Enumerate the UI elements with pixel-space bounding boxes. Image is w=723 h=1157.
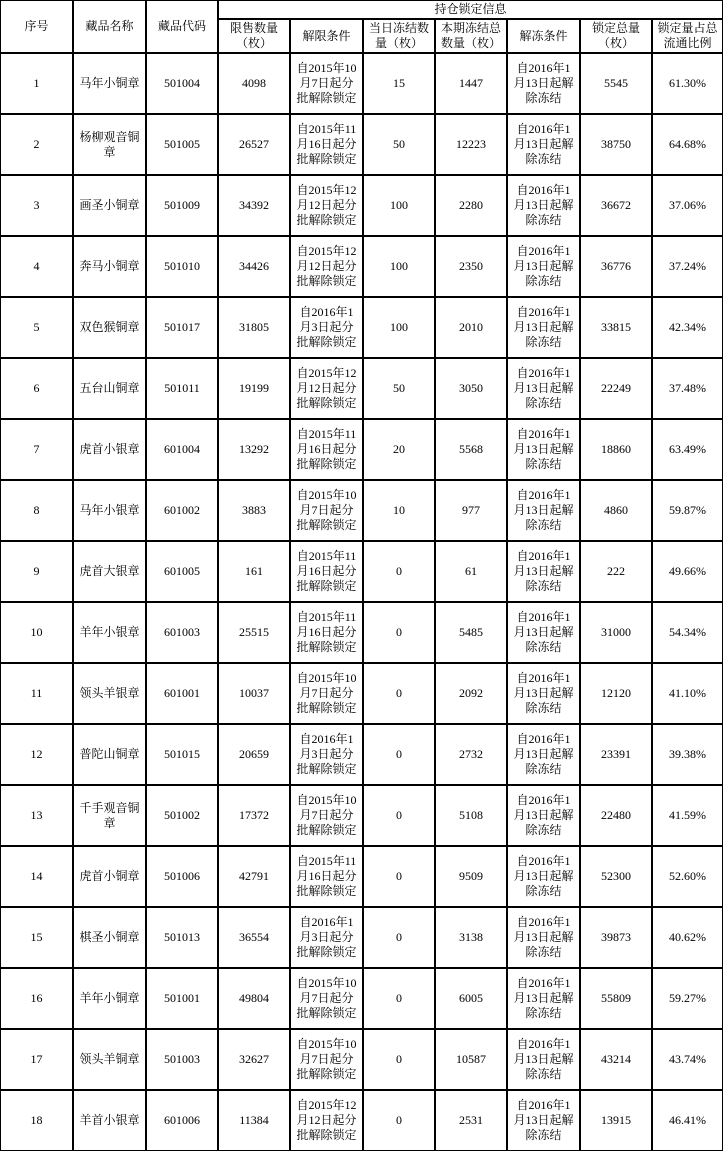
cell-name: 羊年小铜章 xyxy=(73,968,146,1029)
cell-name: 棋圣小铜章 xyxy=(73,907,146,968)
cell-period-frozen: 10587 xyxy=(435,1029,507,1090)
cell-seq: 14 xyxy=(0,846,73,907)
cell-lock-ratio: 46.41% xyxy=(652,1090,723,1151)
cell-period-frozen: 2010 xyxy=(435,297,507,358)
cell-name: 虎首大银章 xyxy=(73,541,146,602)
cell-day-frozen: 50 xyxy=(363,358,435,419)
cell-lock-total: 22249 xyxy=(580,358,652,419)
cell-unfreeze-cond: 自2016年1月13日起解除冻结 xyxy=(507,358,580,419)
cell-limit-qty: 25515 xyxy=(218,602,290,663)
cell-unfreeze-cond: 自2016年1月13日起解除冻结 xyxy=(507,236,580,297)
cell-limit-qty: 32627 xyxy=(218,1029,290,1090)
cell-unlock-cond: 自2016年1月3日起分批解除锁定 xyxy=(290,297,363,358)
cell-unfreeze-cond: 自2016年1月13日起解除冻结 xyxy=(507,53,580,114)
cell-period-frozen: 1447 xyxy=(435,53,507,114)
cell-unfreeze-cond: 自2016年1月13日起解除冻结 xyxy=(507,419,580,480)
cell-lock-ratio: 37.24% xyxy=(652,236,723,297)
cell-unfreeze-cond: 自2016年1月13日起解除冻结 xyxy=(507,724,580,785)
table-row xyxy=(0,480,723,541)
cell-limit-qty: 11384 xyxy=(218,1090,290,1151)
cell-unlock-cond: 自2015年12月12日起分批解除锁定 xyxy=(290,358,363,419)
cell-lock-ratio: 64.68% xyxy=(652,114,723,175)
col-header-limit-qty: 限售数量（枚） xyxy=(218,19,290,53)
cell-lock-ratio: 37.06% xyxy=(652,175,723,236)
cell-seq: 5 xyxy=(0,297,73,358)
cell-lock-total: 39873 xyxy=(580,907,652,968)
cell-unlock-cond: 自2015年10月7日起分批解除锁定 xyxy=(290,785,363,846)
cell-day-frozen: 0 xyxy=(363,663,435,724)
cell-code: 501010 xyxy=(146,236,218,297)
table-row xyxy=(0,968,723,1029)
cell-seq: 10 xyxy=(0,602,73,663)
cell-unfreeze-cond: 自2016年1月13日起解除冻结 xyxy=(507,1090,580,1151)
table-row xyxy=(0,236,723,297)
cell-lock-ratio: 41.10% xyxy=(652,663,723,724)
table-row xyxy=(0,419,723,480)
cell-day-frozen: 0 xyxy=(363,785,435,846)
cell-seq: 17 xyxy=(0,1029,73,1090)
cell-unlock-cond: 自2015年10月7日起分批解除锁定 xyxy=(290,968,363,1029)
cell-name: 领头羊铜章 xyxy=(73,1029,146,1090)
cell-period-frozen: 5485 xyxy=(435,602,507,663)
col-header-day-frozen: 当日冻结数量（枚） xyxy=(363,19,435,53)
cell-day-frozen: 100 xyxy=(363,175,435,236)
cell-lock-total: 36776 xyxy=(580,236,652,297)
cell-unlock-cond: 自2015年10月7日起分批解除锁定 xyxy=(290,480,363,541)
cell-unlock-cond: 自2015年11月16日起分批解除锁定 xyxy=(290,419,363,480)
col-header-lock-total: 锁定总量（枚） xyxy=(580,19,652,53)
cell-unfreeze-cond: 自2016年1月13日起解除冻结 xyxy=(507,480,580,541)
cell-day-frozen: 15 xyxy=(363,53,435,114)
table-row xyxy=(0,53,723,114)
table-row xyxy=(0,907,723,968)
cell-code: 501002 xyxy=(146,785,218,846)
cell-period-frozen: 3138 xyxy=(435,907,507,968)
cell-day-frozen: 0 xyxy=(363,1090,435,1151)
table-row xyxy=(0,175,723,236)
cell-name: 五台山铜章 xyxy=(73,358,146,419)
cell-period-frozen: 9509 xyxy=(435,846,507,907)
cell-lock-ratio: 42.34% xyxy=(652,297,723,358)
table-row xyxy=(0,1029,723,1090)
cell-lock-total: 33815 xyxy=(580,297,652,358)
cell-day-frozen: 0 xyxy=(363,1029,435,1090)
cell-lock-total: 4860 xyxy=(580,480,652,541)
cell-limit-qty: 49804 xyxy=(218,968,290,1029)
col-header-seq: 序号 xyxy=(0,0,73,53)
table-row xyxy=(0,785,723,846)
cell-seq: 8 xyxy=(0,480,73,541)
cell-seq: 15 xyxy=(0,907,73,968)
cell-lock-ratio: 61.30% xyxy=(652,53,723,114)
cell-period-frozen: 6005 xyxy=(435,968,507,1029)
cell-seq: 13 xyxy=(0,785,73,846)
cell-period-frozen: 2280 xyxy=(435,175,507,236)
cell-seq: 6 xyxy=(0,358,73,419)
cell-limit-qty: 42791 xyxy=(218,846,290,907)
cell-day-frozen: 50 xyxy=(363,114,435,175)
cell-unfreeze-cond: 自2016年1月13日起解除冻结 xyxy=(507,602,580,663)
cell-lock-ratio: 41.59% xyxy=(652,785,723,846)
cell-limit-qty: 20659 xyxy=(218,724,290,785)
cell-code: 601003 xyxy=(146,602,218,663)
table-row xyxy=(0,541,723,602)
cell-lock-ratio: 63.49% xyxy=(652,419,723,480)
cell-period-frozen: 2092 xyxy=(435,663,507,724)
cell-code: 601004 xyxy=(146,419,218,480)
table-row xyxy=(0,602,723,663)
cell-unfreeze-cond: 自2016年1月13日起解除冻结 xyxy=(507,297,580,358)
cell-limit-qty: 34426 xyxy=(218,236,290,297)
table-row xyxy=(0,1090,723,1151)
cell-limit-qty: 13292 xyxy=(218,419,290,480)
cell-period-frozen: 2350 xyxy=(435,236,507,297)
table-row xyxy=(0,114,723,175)
cell-lock-ratio: 52.60% xyxy=(652,846,723,907)
cell-code: 501003 xyxy=(146,1029,218,1090)
cell-name: 马年小银章 xyxy=(73,480,146,541)
cell-code: 501009 xyxy=(146,175,218,236)
table-body xyxy=(0,53,723,1151)
table-row xyxy=(0,663,723,724)
cell-seq: 1 xyxy=(0,53,73,114)
cell-unfreeze-cond: 自2016年1月13日起解除冻结 xyxy=(507,1029,580,1090)
col-header-code: 藏品代码 xyxy=(146,0,218,53)
col-header-unfreeze-cond: 解冻条件 xyxy=(507,19,580,53)
cell-period-frozen: 2531 xyxy=(435,1090,507,1151)
cell-day-frozen: 100 xyxy=(363,297,435,358)
cell-lock-ratio: 59.87% xyxy=(652,480,723,541)
cell-limit-qty: 31805 xyxy=(218,297,290,358)
cell-seq: 16 xyxy=(0,968,73,1029)
cell-period-frozen: 977 xyxy=(435,480,507,541)
cell-day-frozen: 0 xyxy=(363,968,435,1029)
table-row xyxy=(0,297,723,358)
cell-name: 普陀山铜章 xyxy=(73,724,146,785)
cell-unlock-cond: 自2015年11月16日起分批解除锁定 xyxy=(290,541,363,602)
cell-code: 501013 xyxy=(146,907,218,968)
cell-limit-qty: 4098 xyxy=(218,53,290,114)
cell-day-frozen: 100 xyxy=(363,236,435,297)
cell-limit-qty: 34392 xyxy=(218,175,290,236)
cell-name: 双色猴铜章 xyxy=(73,297,146,358)
cell-lock-total: 31000 xyxy=(580,602,652,663)
cell-code: 601001 xyxy=(146,663,218,724)
cell-name: 虎首小银章 xyxy=(73,419,146,480)
cell-lock-ratio: 37.48% xyxy=(652,358,723,419)
cell-code: 501017 xyxy=(146,297,218,358)
cell-seq: 2 xyxy=(0,114,73,175)
cell-unfreeze-cond: 自2016年1月13日起解除冻结 xyxy=(507,785,580,846)
cell-day-frozen: 20 xyxy=(363,419,435,480)
col-header-name: 藏品名称 xyxy=(73,0,146,53)
cell-unlock-cond: 自2015年11月16日起分批解除锁定 xyxy=(290,602,363,663)
cell-name: 羊年小银章 xyxy=(73,602,146,663)
cell-lock-total: 22480 xyxy=(580,785,652,846)
cell-lock-total: 13915 xyxy=(580,1090,652,1151)
col-header-lock-ratio: 锁定量占总流通比例 xyxy=(652,19,723,53)
cell-day-frozen: 0 xyxy=(363,602,435,663)
cell-unfreeze-cond: 自2016年1月13日起解除冻结 xyxy=(507,968,580,1029)
cell-lock-ratio: 49.66% xyxy=(652,541,723,602)
cell-lock-total: 36672 xyxy=(580,175,652,236)
cell-name: 奔马小铜章 xyxy=(73,236,146,297)
cell-unlock-cond: 自2015年10月7日起分批解除锁定 xyxy=(290,53,363,114)
cell-unfreeze-cond: 自2016年1月13日起解除冻结 xyxy=(507,907,580,968)
cell-unlock-cond: 自2015年12月12日起分批解除锁定 xyxy=(290,175,363,236)
cell-day-frozen: 0 xyxy=(363,907,435,968)
cell-lock-total: 12120 xyxy=(580,663,652,724)
cell-unlock-cond: 自2015年12月12日起分批解除锁定 xyxy=(290,236,363,297)
cell-code: 501001 xyxy=(146,968,218,1029)
cell-limit-qty: 17372 xyxy=(218,785,290,846)
cell-period-frozen: 12223 xyxy=(435,114,507,175)
cell-lock-ratio: 43.74% xyxy=(652,1029,723,1090)
cell-name: 领头羊银章 xyxy=(73,663,146,724)
cell-unlock-cond: 自2016年1月3日起分批解除锁定 xyxy=(290,724,363,785)
cell-seq: 9 xyxy=(0,541,73,602)
cell-lock-ratio: 59.27% xyxy=(652,968,723,1029)
cell-limit-qty: 3883 xyxy=(218,480,290,541)
cell-name: 虎首小铜章 xyxy=(73,846,146,907)
cell-code: 601006 xyxy=(146,1090,218,1151)
cell-unlock-cond: 自2015年10月7日起分批解除锁定 xyxy=(290,1029,363,1090)
cell-code: 501005 xyxy=(146,114,218,175)
cell-code: 501011 xyxy=(146,358,218,419)
col-header-unlock-cond: 解限条件 xyxy=(290,19,363,53)
cell-period-frozen: 5568 xyxy=(435,419,507,480)
cell-limit-qty: 19199 xyxy=(218,358,290,419)
merged-header-lock-info: 持仓锁定信息 xyxy=(218,0,723,19)
cell-code: 501006 xyxy=(146,846,218,907)
table-row xyxy=(0,358,723,419)
cell-period-frozen: 3050 xyxy=(435,358,507,419)
cell-unfreeze-cond: 自2016年1月13日起解除冻结 xyxy=(507,541,580,602)
cell-day-frozen: 0 xyxy=(363,541,435,602)
cell-period-frozen: 2732 xyxy=(435,724,507,785)
cell-lock-total: 23391 xyxy=(580,724,652,785)
cell-seq: 12 xyxy=(0,724,73,785)
cell-unfreeze-cond: 自2016年1月13日起解除冻结 xyxy=(507,846,580,907)
cell-limit-qty: 26527 xyxy=(218,114,290,175)
col-header-period-frozen: 本期冻结总数量（枚） xyxy=(435,19,507,53)
cell-lock-total: 52300 xyxy=(580,846,652,907)
cell-code: 601005 xyxy=(146,541,218,602)
cell-unfreeze-cond: 自2016年1月13日起解除冻结 xyxy=(507,114,580,175)
cell-unlock-cond: 自2015年11月16日起分批解除锁定 xyxy=(290,846,363,907)
cell-seq: 7 xyxy=(0,419,73,480)
table-header xyxy=(0,0,723,53)
cell-limit-qty: 161 xyxy=(218,541,290,602)
cell-code: 601002 xyxy=(146,480,218,541)
cell-period-frozen: 5108 xyxy=(435,785,507,846)
cell-unfreeze-cond: 自2016年1月13日起解除冻结 xyxy=(507,175,580,236)
cell-name: 马年小铜章 xyxy=(73,53,146,114)
cell-limit-qty: 36554 xyxy=(218,907,290,968)
table-row xyxy=(0,724,723,785)
cell-code: 501015 xyxy=(146,724,218,785)
cell-lock-ratio: 39.38% xyxy=(652,724,723,785)
cell-day-frozen: 0 xyxy=(363,846,435,907)
cell-seq: 11 xyxy=(0,663,73,724)
cell-unfreeze-cond: 自2016年1月13日起解除冻结 xyxy=(507,663,580,724)
cell-day-frozen: 0 xyxy=(363,724,435,785)
cell-day-frozen: 10 xyxy=(363,480,435,541)
cell-lock-total: 5545 xyxy=(580,53,652,114)
cell-lock-ratio: 54.34% xyxy=(652,602,723,663)
cell-seq: 4 xyxy=(0,236,73,297)
cell-unlock-cond: 自2015年10月7日起分批解除锁定 xyxy=(290,663,363,724)
cell-lock-ratio: 40.62% xyxy=(652,907,723,968)
cell-lock-total: 18860 xyxy=(580,419,652,480)
cell-name: 千手观音铜章 xyxy=(73,785,146,846)
cell-lock-total: 55809 xyxy=(580,968,652,1029)
cell-period-frozen: 61 xyxy=(435,541,507,602)
cell-lock-total: 222 xyxy=(580,541,652,602)
cell-lock-total: 38750 xyxy=(580,114,652,175)
cell-lock-total: 43214 xyxy=(580,1029,652,1090)
cell-unlock-cond: 自2015年11月16日起分批解除锁定 xyxy=(290,114,363,175)
cell-name: 羊首小银章 xyxy=(73,1090,146,1151)
cell-code: 501004 xyxy=(146,53,218,114)
cell-unlock-cond: 自2015年12月12日起分批解除锁定 xyxy=(290,1090,363,1151)
cell-unlock-cond: 自2016年1月3日起分批解除锁定 xyxy=(290,907,363,968)
cell-seq: 3 xyxy=(0,175,73,236)
cell-limit-qty: 10037 xyxy=(218,663,290,724)
cell-name: 杨柳观音铜章 xyxy=(73,114,146,175)
cell-seq: 18 xyxy=(0,1090,73,1151)
cell-name: 画圣小铜章 xyxy=(73,175,146,236)
table-row xyxy=(0,846,723,907)
